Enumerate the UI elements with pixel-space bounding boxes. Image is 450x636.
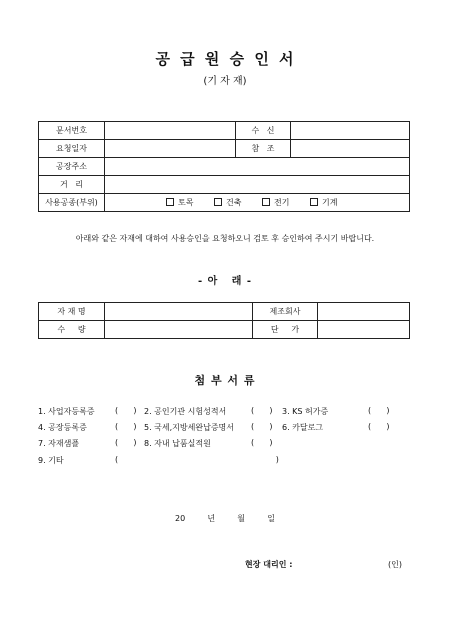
checkbox-icon[interactable] xyxy=(166,198,174,206)
usage-options xyxy=(105,194,410,212)
usage-option-label: 건축 xyxy=(226,198,242,207)
attachment-label: 1. 사업자등록증 xyxy=(38,407,95,416)
doc-no-field[interactable] xyxy=(105,122,236,140)
attachment-checkbox[interactable]: ( ) xyxy=(368,406,390,415)
reference-field[interactable] xyxy=(291,140,410,158)
date-line: 20 년 월 일 xyxy=(175,514,275,523)
attachments-title: 첨 부 서 류 xyxy=(194,374,256,387)
material-name-field[interactable] xyxy=(105,303,253,321)
document-title: 공 급 원 승 인 서 xyxy=(155,50,295,68)
usage-option-architecture[interactable] xyxy=(214,197,241,208)
attachment-checkbox[interactable]: ( ) xyxy=(251,438,273,447)
usage-label: 사용공종(부위) xyxy=(39,194,105,212)
quantity-label: 수 량 xyxy=(39,321,105,339)
distance-label: 거 리 xyxy=(39,176,105,194)
request-info-table xyxy=(38,121,410,212)
usage-option-electric[interactable] xyxy=(262,197,289,208)
checkbox-icon[interactable] xyxy=(262,198,270,206)
attachment-label: 6. 카달로그 xyxy=(282,423,324,432)
attachment-checkbox[interactable]: ( ) xyxy=(115,438,137,447)
usage-option-label: 전기 xyxy=(274,198,290,207)
request-date-field[interactable] xyxy=(105,140,236,158)
factory-address-field[interactable] xyxy=(105,158,410,176)
attachment-label: 5. 국세,지방세완납증명서 xyxy=(144,423,234,432)
attachment-label: 7. 자재샘플 xyxy=(38,439,80,448)
checkbox-icon[interactable] xyxy=(310,198,318,206)
document-subtitle: (기 자 재) xyxy=(203,76,247,87)
unit-price-label: 단 가 xyxy=(253,321,318,339)
recipient-field[interactable] xyxy=(291,122,410,140)
quantity-field[interactable] xyxy=(105,321,253,339)
usage-option-mechanical[interactable] xyxy=(310,197,337,208)
attachment-label: 4. 공장등록증 xyxy=(38,423,87,432)
attachment-checkbox[interactable]: ( ) xyxy=(115,406,137,415)
attachment-label: 8. 자내 납품실적원 xyxy=(144,439,211,448)
material-name-label: 자 재 명 xyxy=(39,303,105,321)
usage-option-label: 토목 xyxy=(178,198,194,207)
attachment-checkbox[interactable]: ( ) xyxy=(115,422,137,431)
reference-label: 참 조 xyxy=(236,140,291,158)
manufacturer-field[interactable] xyxy=(318,303,410,321)
site-agent-label: 현장 대리인 : xyxy=(245,560,293,569)
checkbox-icon[interactable] xyxy=(214,198,222,206)
factory-address-label: 공장주소 xyxy=(39,158,105,176)
attachment-label: 9. 기타 xyxy=(38,456,64,465)
material-table xyxy=(38,302,410,339)
attachment-checkbox[interactable]: ( ) xyxy=(251,406,273,415)
request-date-label: 요청일자 xyxy=(39,140,105,158)
seal-mark: (인) xyxy=(388,560,402,569)
unit-price-field[interactable] xyxy=(318,321,410,339)
distance-field[interactable] xyxy=(105,176,410,194)
manufacturer-label: 제조회사 xyxy=(253,303,318,321)
attachment-label: 3. KS 허가증 xyxy=(282,407,329,416)
usage-option-label: 기계 xyxy=(322,198,338,207)
intro-text: 아래와 같은 자재에 대하여 사용승인을 요청하오니 검토 후 승인하여 주시기 바랍니다. xyxy=(75,234,375,243)
attachment-checkbox[interactable]: ( ) xyxy=(368,422,390,431)
doc-no-label: 문서번호 xyxy=(39,122,105,140)
below-heading: - 아 래 - xyxy=(197,276,253,287)
attachment-checkbox[interactable]: ( ) xyxy=(251,422,273,431)
attachment-label: 2. 공인기관 시험성적서 xyxy=(144,407,227,416)
attachment-other-field[interactable]: ( ) xyxy=(115,455,279,464)
usage-option-civil[interactable] xyxy=(166,197,193,208)
recipient-label: 수 신 xyxy=(236,122,291,140)
